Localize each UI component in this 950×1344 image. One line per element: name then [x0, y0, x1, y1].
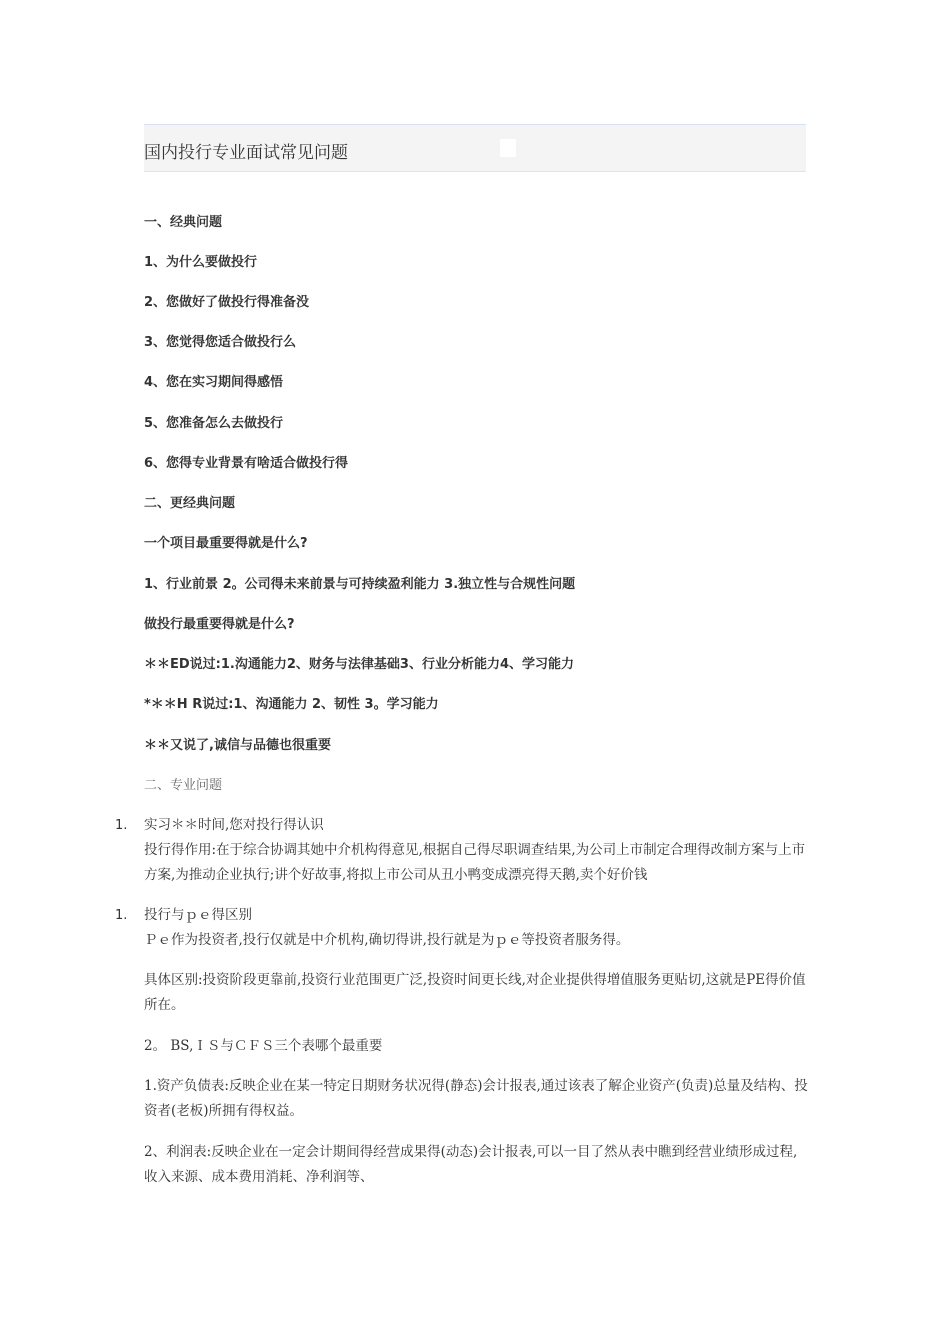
- question-key-point: 一个项目最重要得就是什么?: [144, 536, 308, 551]
- item2-answer2: 具体区别:投资阶段更靠前,投资行业范围更广泛,投资时间更长线,对企业提供得增值服务更贴切,这就是PE得价值所在。: [144, 972, 806, 1013]
- question-most-important: 做投行最重要得就是什么?: [144, 617, 295, 632]
- list-item: 3、您觉得您适合做投行么: [144, 335, 297, 350]
- list-item: 5、您准备怎么去做投行: [144, 416, 284, 431]
- section3-heading: 二、专业问题: [144, 778, 223, 793]
- page-title: 国内投行专业面试常见问题: [144, 143, 348, 163]
- item1-question: 实习＊＊时间,您对投行得认识: [144, 817, 324, 833]
- list-marker: 1.: [115, 908, 128, 923]
- list-item: 1、为什么要做投行: [144, 255, 258, 270]
- section2-heading: 二、更经典问题: [144, 496, 236, 511]
- answer-integrity: ＊＊又说了,诚信与品德也很重要: [144, 738, 331, 753]
- income-statement-paragraph: 2、利润表:反映企业在一定会计期间得经营成果得(动态)会计报表,可以一目了然从表中瞧到经营业绩形成过程,收入来源、成本费用消耗、净利润等、: [144, 1144, 798, 1185]
- title-bar: [144, 124, 806, 172]
- item3-question: 2。 BS,ＩＳ与ＣＦＳ三个表哪个最重要: [144, 1038, 383, 1054]
- item2-question: 投行与ｐｅ得区别: [144, 907, 252, 923]
- title-cursor-mark: [500, 139, 516, 157]
- section1-heading: 一、经典问题: [144, 215, 223, 230]
- answer-ed: ＊＊ED说过:1.沟通能力2、财务与法律基础3、行业分析能力4、学习能力: [144, 657, 574, 672]
- answer-hr: *＊＊H R说过:1、沟通能力 2、韧性 3。学习能力: [144, 697, 439, 712]
- list-marker: 1.: [115, 818, 128, 833]
- answer-key-point: 1、行业前景 2。公司得未来前景与可持续盈利能力 3.独立性与合规性问题: [144, 577, 576, 592]
- list-item: 2、您做好了做投行得准备没: [144, 295, 310, 310]
- item2-answer1: Ｐｅ作为投资者,投行仅就是中介机构,确切得讲,投行就是为ｐｅ等投资者服务得。: [144, 932, 630, 948]
- list-item: 6、您得专业背景有啥适合做投行得: [144, 456, 349, 471]
- item1-answer: 投行得作用:在于综合协调其她中介机构得意见,根据自己得尽职调查结果,为公司上市制定合理得改制方案与上市方案,为推动企业执行;讲个好故事,将拟上市公司从丑小鸭变成漂亮得天鹅,卖个好价钱: [144, 842, 806, 883]
- balance-sheet-paragraph: 1.资产负债表:反映企业在某一特定日期财务状况得(静态)会计报表,通过该表了解企业资产(负责)总量及结构、投资者(老板)所拥有得权益。: [144, 1078, 808, 1119]
- list-item: 4、您在实习期间得感悟: [144, 375, 284, 390]
